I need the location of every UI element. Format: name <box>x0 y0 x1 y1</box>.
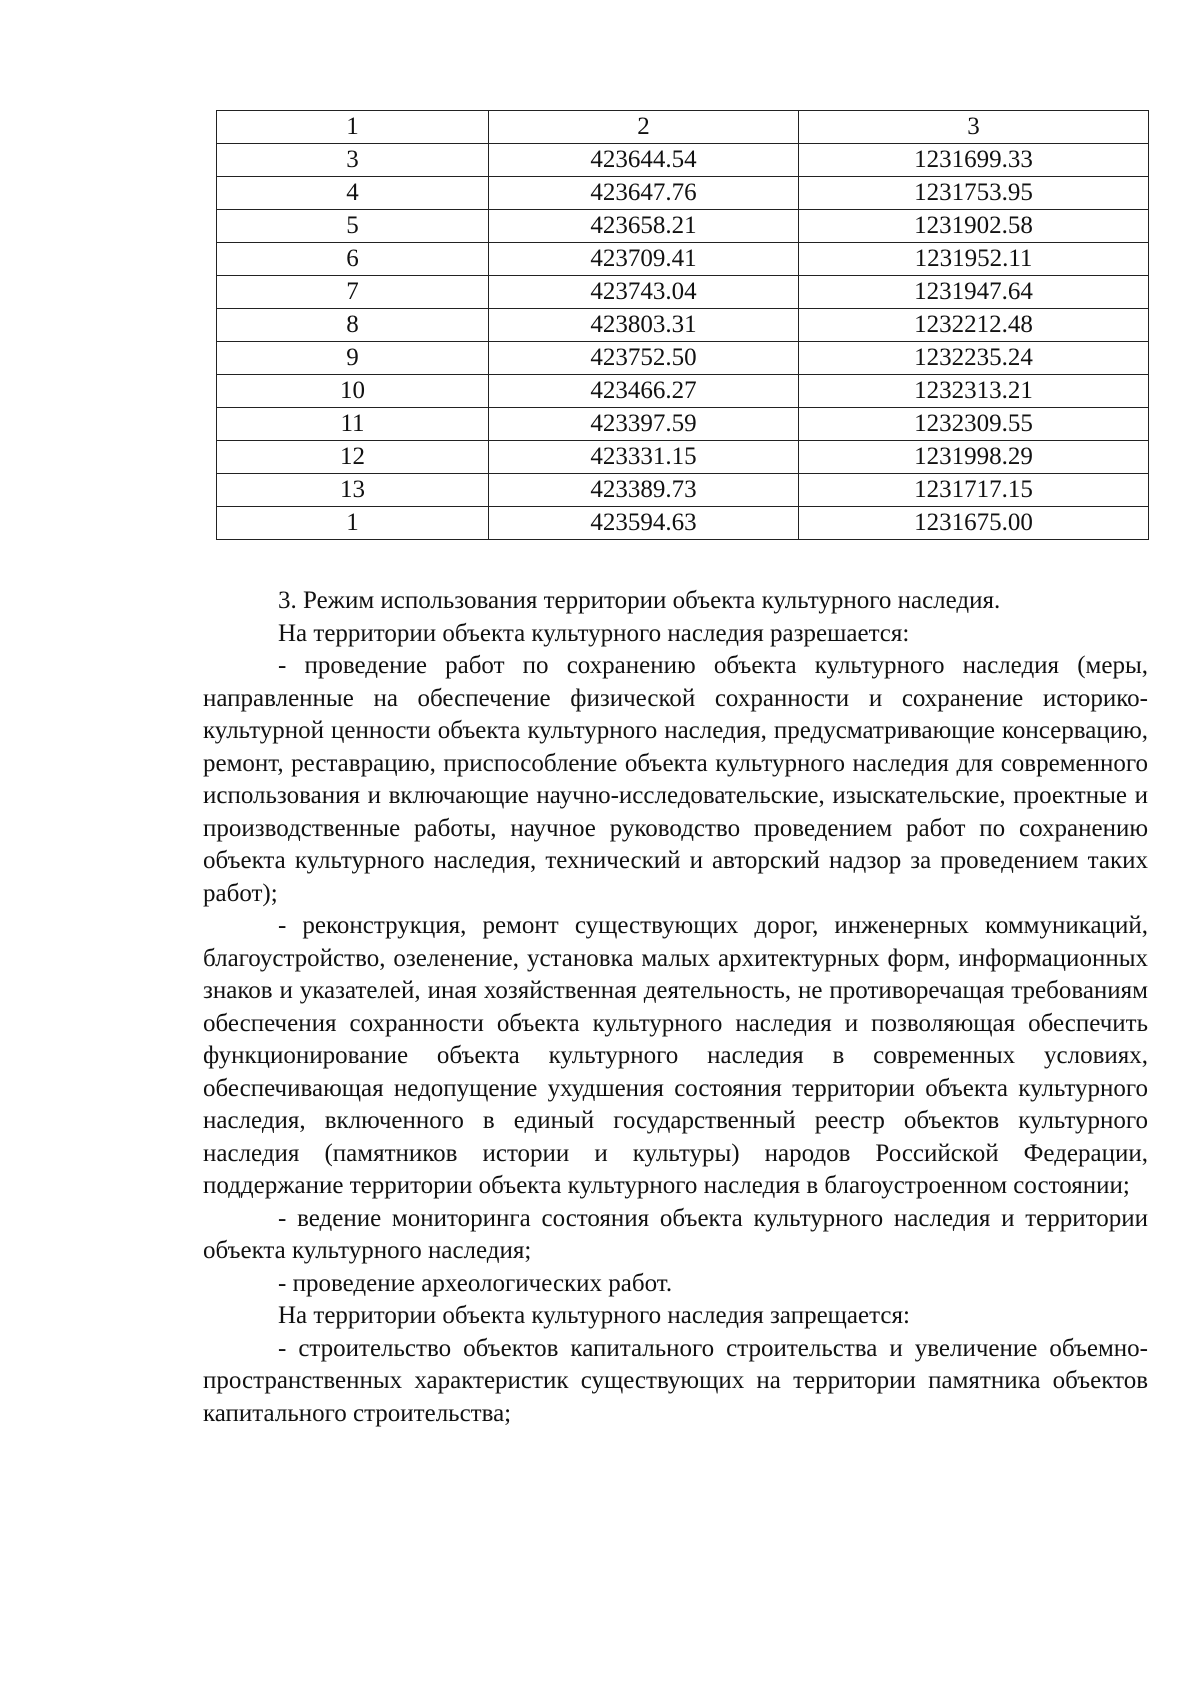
list-item: - строительство объектов капитального строительства и увеличение объемно-пространственных характеристик существующих на территории памятника объектов капитального строительства; <box>203 1334 1148 1427</box>
point-number-cell: 8 <box>217 309 489 342</box>
point-number-cell: 13 <box>217 474 489 507</box>
list-item: - проведение работ по сохранению объекта культурного наследия (меры, направленные на обеспечение физической сохранности и сохранение историко-культурной ценности объекта культурного наследия, предусматривающие консервацию, ремонт, реставрацию, приспособление объекта культурного наследия для современного использования и включающие научно-исследовательские, изыскательские, проектные и производственные работы, научное руководство проведением работ по сохранению объекта культурного наследия, технический и авторский надзор за проведением таких работ); <box>203 652 1148 907</box>
y-coordinate-cell: 1231675.00 <box>799 507 1149 540</box>
y-coordinate-cell: 1231699.33 <box>799 144 1149 177</box>
point-number-cell: 4 <box>217 177 489 210</box>
x-coordinate-cell: 423466.27 <box>489 375 799 408</box>
document-body <box>203 585 1148 1430</box>
x-coordinate-cell: 423803.31 <box>489 309 799 342</box>
table-row <box>217 408 1149 441</box>
y-coordinate-cell: 1232313.21 <box>799 375 1149 408</box>
table-row <box>217 309 1149 342</box>
y-coordinate-cell: 1231952.11 <box>799 243 1149 276</box>
y-coordinate-cell: 1231998.29 <box>799 441 1149 474</box>
list-item: - ведение мониторинга состояния объекта культурного наследия и территории объекта культурного наследия; <box>203 1204 1148 1264</box>
table-header-cell: 3 <box>799 111 1149 144</box>
table-row <box>217 210 1149 243</box>
section-heading: 3. Режим использования территории объекта культурного наследия. <box>278 587 1001 614</box>
table-row <box>217 375 1149 408</box>
x-coordinate-cell: 423397.59 <box>489 408 799 441</box>
table-row <box>217 474 1149 507</box>
x-coordinate-cell: 423331.15 <box>489 441 799 474</box>
point-number-cell: 9 <box>217 342 489 375</box>
x-coordinate-cell: 423644.54 <box>489 144 799 177</box>
y-coordinate-cell: 1232235.24 <box>799 342 1149 375</box>
y-coordinate-cell: 1231717.15 <box>799 474 1149 507</box>
point-number-cell: 5 <box>217 210 489 243</box>
table-row <box>217 441 1149 474</box>
table-header-row <box>217 111 1149 144</box>
y-coordinate-cell: 1231947.64 <box>799 276 1149 309</box>
x-coordinate-cell: 423647.76 <box>489 177 799 210</box>
x-coordinate-cell: 423709.41 <box>489 243 799 276</box>
paragraph-prohibited-intro: На территории объекта культурного наследия запрещается: <box>278 1302 910 1329</box>
point-number-cell: 6 <box>217 243 489 276</box>
list-item: - реконструкция, ремонт существующих дорог, инженерных коммуникаций, благоустройство, озеленение, установка малых архитектурных форм, информационных знаков и указателей, иная хозяйственная деятельность, не противоречащая требованиям обеспечения сохранности объекта культурного наследия и позволяющая обеспечить функционирование объекта культурного наследия в современных условиях, обеспечивающая недопущение ухудшения состояния территории объекта культурного наследия, включенного в единый государственный реестр объектов культурного наследия (памятников истории и культуры) народов Российской Федерации, поддержание территории объекта культурного наследия в благоустроенном состоянии; <box>203 912 1148 1199</box>
point-number-cell: 11 <box>217 408 489 441</box>
y-coordinate-cell: 1232212.48 <box>799 309 1149 342</box>
table-row <box>217 177 1149 210</box>
x-coordinate-cell: 423743.04 <box>489 276 799 309</box>
table-header-cell: 2 <box>489 111 799 144</box>
point-number-cell: 10 <box>217 375 489 408</box>
x-coordinate-cell: 423389.73 <box>489 474 799 507</box>
x-coordinate-cell: 423594.63 <box>489 507 799 540</box>
table-row <box>217 144 1149 177</box>
table-row <box>217 507 1149 540</box>
point-number-cell: 1 <box>217 507 489 540</box>
x-coordinate-cell: 423658.21 <box>489 210 799 243</box>
x-coordinate-cell: 423752.50 <box>489 342 799 375</box>
table-row <box>217 342 1149 375</box>
table-header-cell: 1 <box>217 111 489 144</box>
y-coordinate-cell: 1231753.95 <box>799 177 1149 210</box>
y-coordinate-cell: 1231902.58 <box>799 210 1149 243</box>
coordinates-table <box>216 110 1149 540</box>
y-coordinate-cell: 1232309.55 <box>799 408 1149 441</box>
point-number-cell: 3 <box>217 144 489 177</box>
point-number-cell: 12 <box>217 441 489 474</box>
point-number-cell: 7 <box>217 276 489 309</box>
table-row <box>217 276 1149 309</box>
paragraph-permitted-intro: На территории объекта культурного наследия разрешается: <box>278 619 910 647</box>
table-row <box>217 243 1149 276</box>
list-item: - проведение археологических работ. <box>278 1269 673 1297</box>
